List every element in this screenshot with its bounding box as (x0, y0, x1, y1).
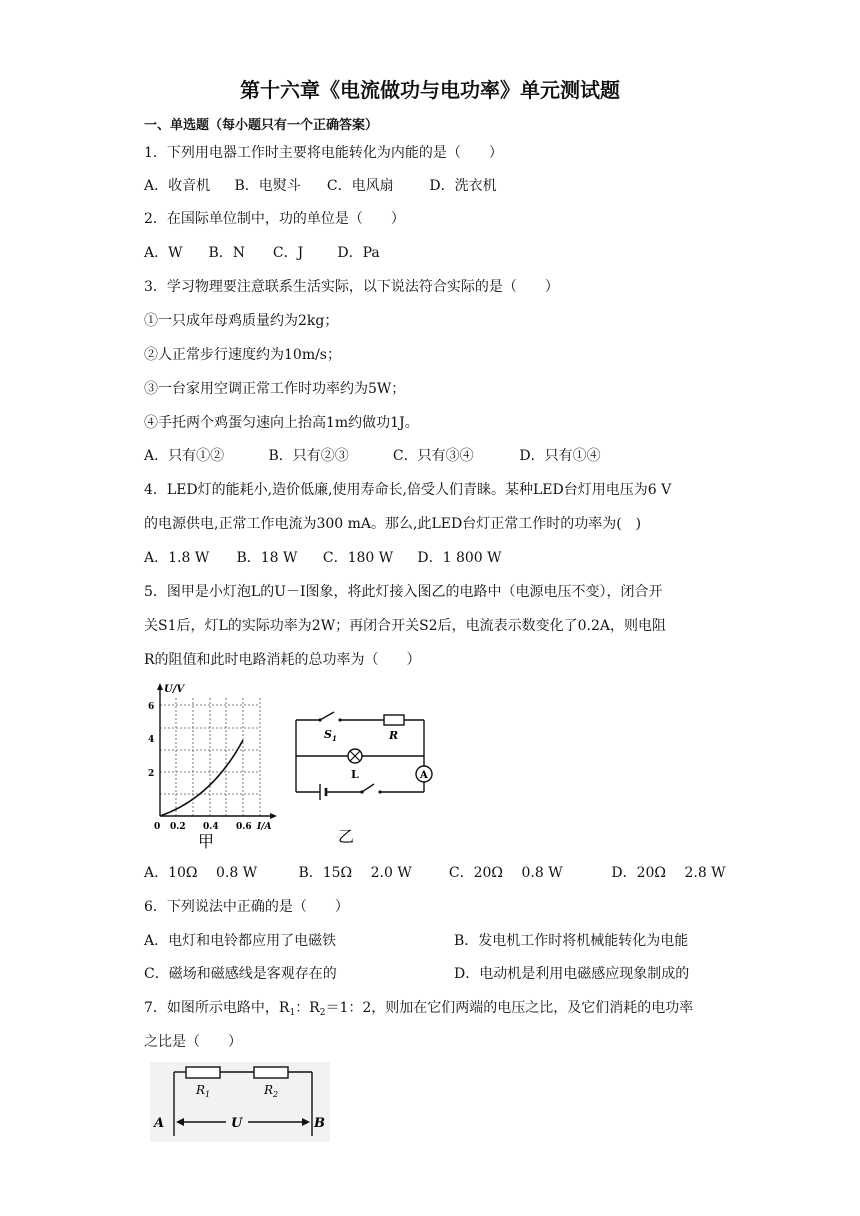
q6-option-a: A．电灯和电铃都应用了电磁铁 (144, 933, 337, 949)
q5-option-d: D．20Ω 2.8 W (611, 865, 726, 881)
q6-stem: 6．下列说法中正确的是（ ） (144, 899, 349, 915)
q5-ui-graph (142, 680, 282, 850)
ammeter-label: A (420, 770, 428, 781)
y-tick-6: 6 (148, 702, 155, 712)
q3-item-2: ②人正常步行速度约为10m/s； (144, 347, 341, 363)
q2-stem: 2．在国际单位制中，功的单位是（ ） (144, 211, 405, 227)
x-tick-0: 0 (154, 822, 161, 832)
q7-stem-line-1: 7．如图所示电路中，$R_1$：$R_2=1$：2，则加在它们两端的电压之比，及它们消耗的电功率 (144, 1000, 694, 1018)
q3-stem: 3．学习物理要注意联系生活实际，以下说法符合实际的是（ ） (144, 279, 559, 295)
q6-option-d: D．电动机是利用电磁感应现象制成的 (454, 966, 690, 982)
y-axis-label: U/V (164, 684, 185, 695)
lamp-icon (348, 749, 362, 763)
r1-label: $R_1$ (196, 1083, 211, 1099)
x-tick-04: 0.4 (203, 822, 219, 832)
q1-option-d: D．洗衣机 (429, 178, 497, 194)
y-axis-arrow (157, 683, 163, 690)
q5-option-a: A．10Ω 0.8 W (144, 865, 258, 881)
q5-options (144, 862, 726, 882)
r1-subscript: 1 (289, 1008, 296, 1018)
page-title: 第十六章《电流做功与电功率》单元测试题 (240, 78, 620, 102)
circuit-caption: 乙 (338, 827, 355, 846)
q1-option-a: A．收音机 (144, 178, 211, 194)
battery-icon (320, 784, 326, 800)
q5-option-b: B．15Ω 2.0 W (298, 865, 412, 881)
q2-options (144, 242, 380, 262)
switch-s1-contact-left (318, 718, 321, 721)
q3-option-d: D．只有①④ (519, 448, 601, 464)
q6-option-c: C．磁场和磁感线是客观存在的 (144, 966, 337, 982)
q3-option-b: B．只有②③ (268, 448, 349, 464)
point-b-label: B (314, 1116, 325, 1131)
q4-stem-line-2: 的电源供电,正常工作电流为300 mA。那么,此LED台灯正常工作时的功率为( ) (144, 516, 642, 532)
q3-option-a: A．只有①② (144, 448, 225, 464)
lamp-label: L (351, 768, 359, 781)
q5-stem-line-1: 5．图甲是小灯泡L的U－I图象，将此灯接入图乙的电路中（电源电压不变），闭合开 (144, 584, 663, 600)
switch-s1-label: $S_1$ (324, 728, 337, 743)
x-tick-02: 0.2 (170, 822, 186, 832)
q3-item-4: ④手托两个鸡蛋匀速向上抬高1m约做功1J。 (144, 415, 419, 431)
q3-options (144, 445, 601, 465)
q4-option-d: D．1 800 W (417, 550, 502, 566)
q5-stem-line-2: 关S1后，灯L的实际功率为2W；再闭合开关S2后，电流表示数变化了0.2A，则电阻 (144, 618, 666, 634)
x-tick-06: 0.6 (236, 822, 252, 832)
ui-curve (160, 740, 243, 816)
q7-series-circuit (150, 1062, 330, 1142)
switch-s1-contact-right (338, 718, 341, 721)
r2-label: $R_2$ (264, 1083, 279, 1099)
r2-subscript: 2 (319, 1008, 326, 1018)
q2-option-b: B．N (208, 245, 245, 261)
resistor-label: R (389, 729, 399, 742)
section-heading: 一、单选题（每小题只有一个正确答案） (144, 118, 379, 133)
q4-option-b: B．18 W (236, 550, 298, 566)
switch-s2-contact-left (360, 790, 363, 793)
q3-item-3: ③一台家用空调正常工作时功率约为5W； (144, 381, 406, 397)
voltage-label: U (231, 1116, 243, 1131)
q7-stem-line-2: 之比是（ ） (144, 1034, 242, 1050)
q4-stem-line-1: 4．LED灯的能耗小,造价低廉,使用寿命长,倍受人们青睐。某种LED台灯用电压为6 V (144, 482, 672, 498)
q1-stem: 1．下列用电器工作时主要将电能转化为内能的是（ ） (144, 145, 503, 161)
q6-option-b: B．发电机工作时将机械能转化为电能 (454, 933, 689, 949)
q5-stem-line-3: R的阻值和此时电路消耗的总功率为（ ） (144, 652, 421, 668)
q5-circuit-diagram (290, 708, 440, 848)
q2-option-c: C．J (272, 245, 304, 261)
x-axis-label: I/A (257, 822, 272, 832)
q1-option-c: C．电风扇 (326, 178, 394, 194)
graph-caption: 甲 (198, 832, 215, 850)
q1-options (144, 175, 497, 195)
point-a-label: A (154, 1116, 165, 1131)
q4-options (144, 547, 502, 567)
y-tick-4: 4 (148, 735, 155, 745)
q3-item-1: ①一只成年母鸡质量约为2kg； (144, 313, 339, 329)
x-axis-arrow (270, 813, 277, 819)
q4-option-c: C．180 W (322, 550, 394, 566)
q2-option-a: A．W (144, 245, 183, 261)
q5-option-c: C．20Ω 0.8 W (448, 865, 563, 881)
q2-option-d: D．Pa (337, 245, 380, 261)
q3-option-c: C．只有③④ (392, 448, 474, 464)
q1-option-b: B．电熨斗 (234, 178, 301, 194)
switch-s2-contact-right (378, 790, 381, 793)
q4-option-a: A．1.8 W (144, 550, 210, 566)
y-tick-2: 2 (148, 769, 155, 779)
